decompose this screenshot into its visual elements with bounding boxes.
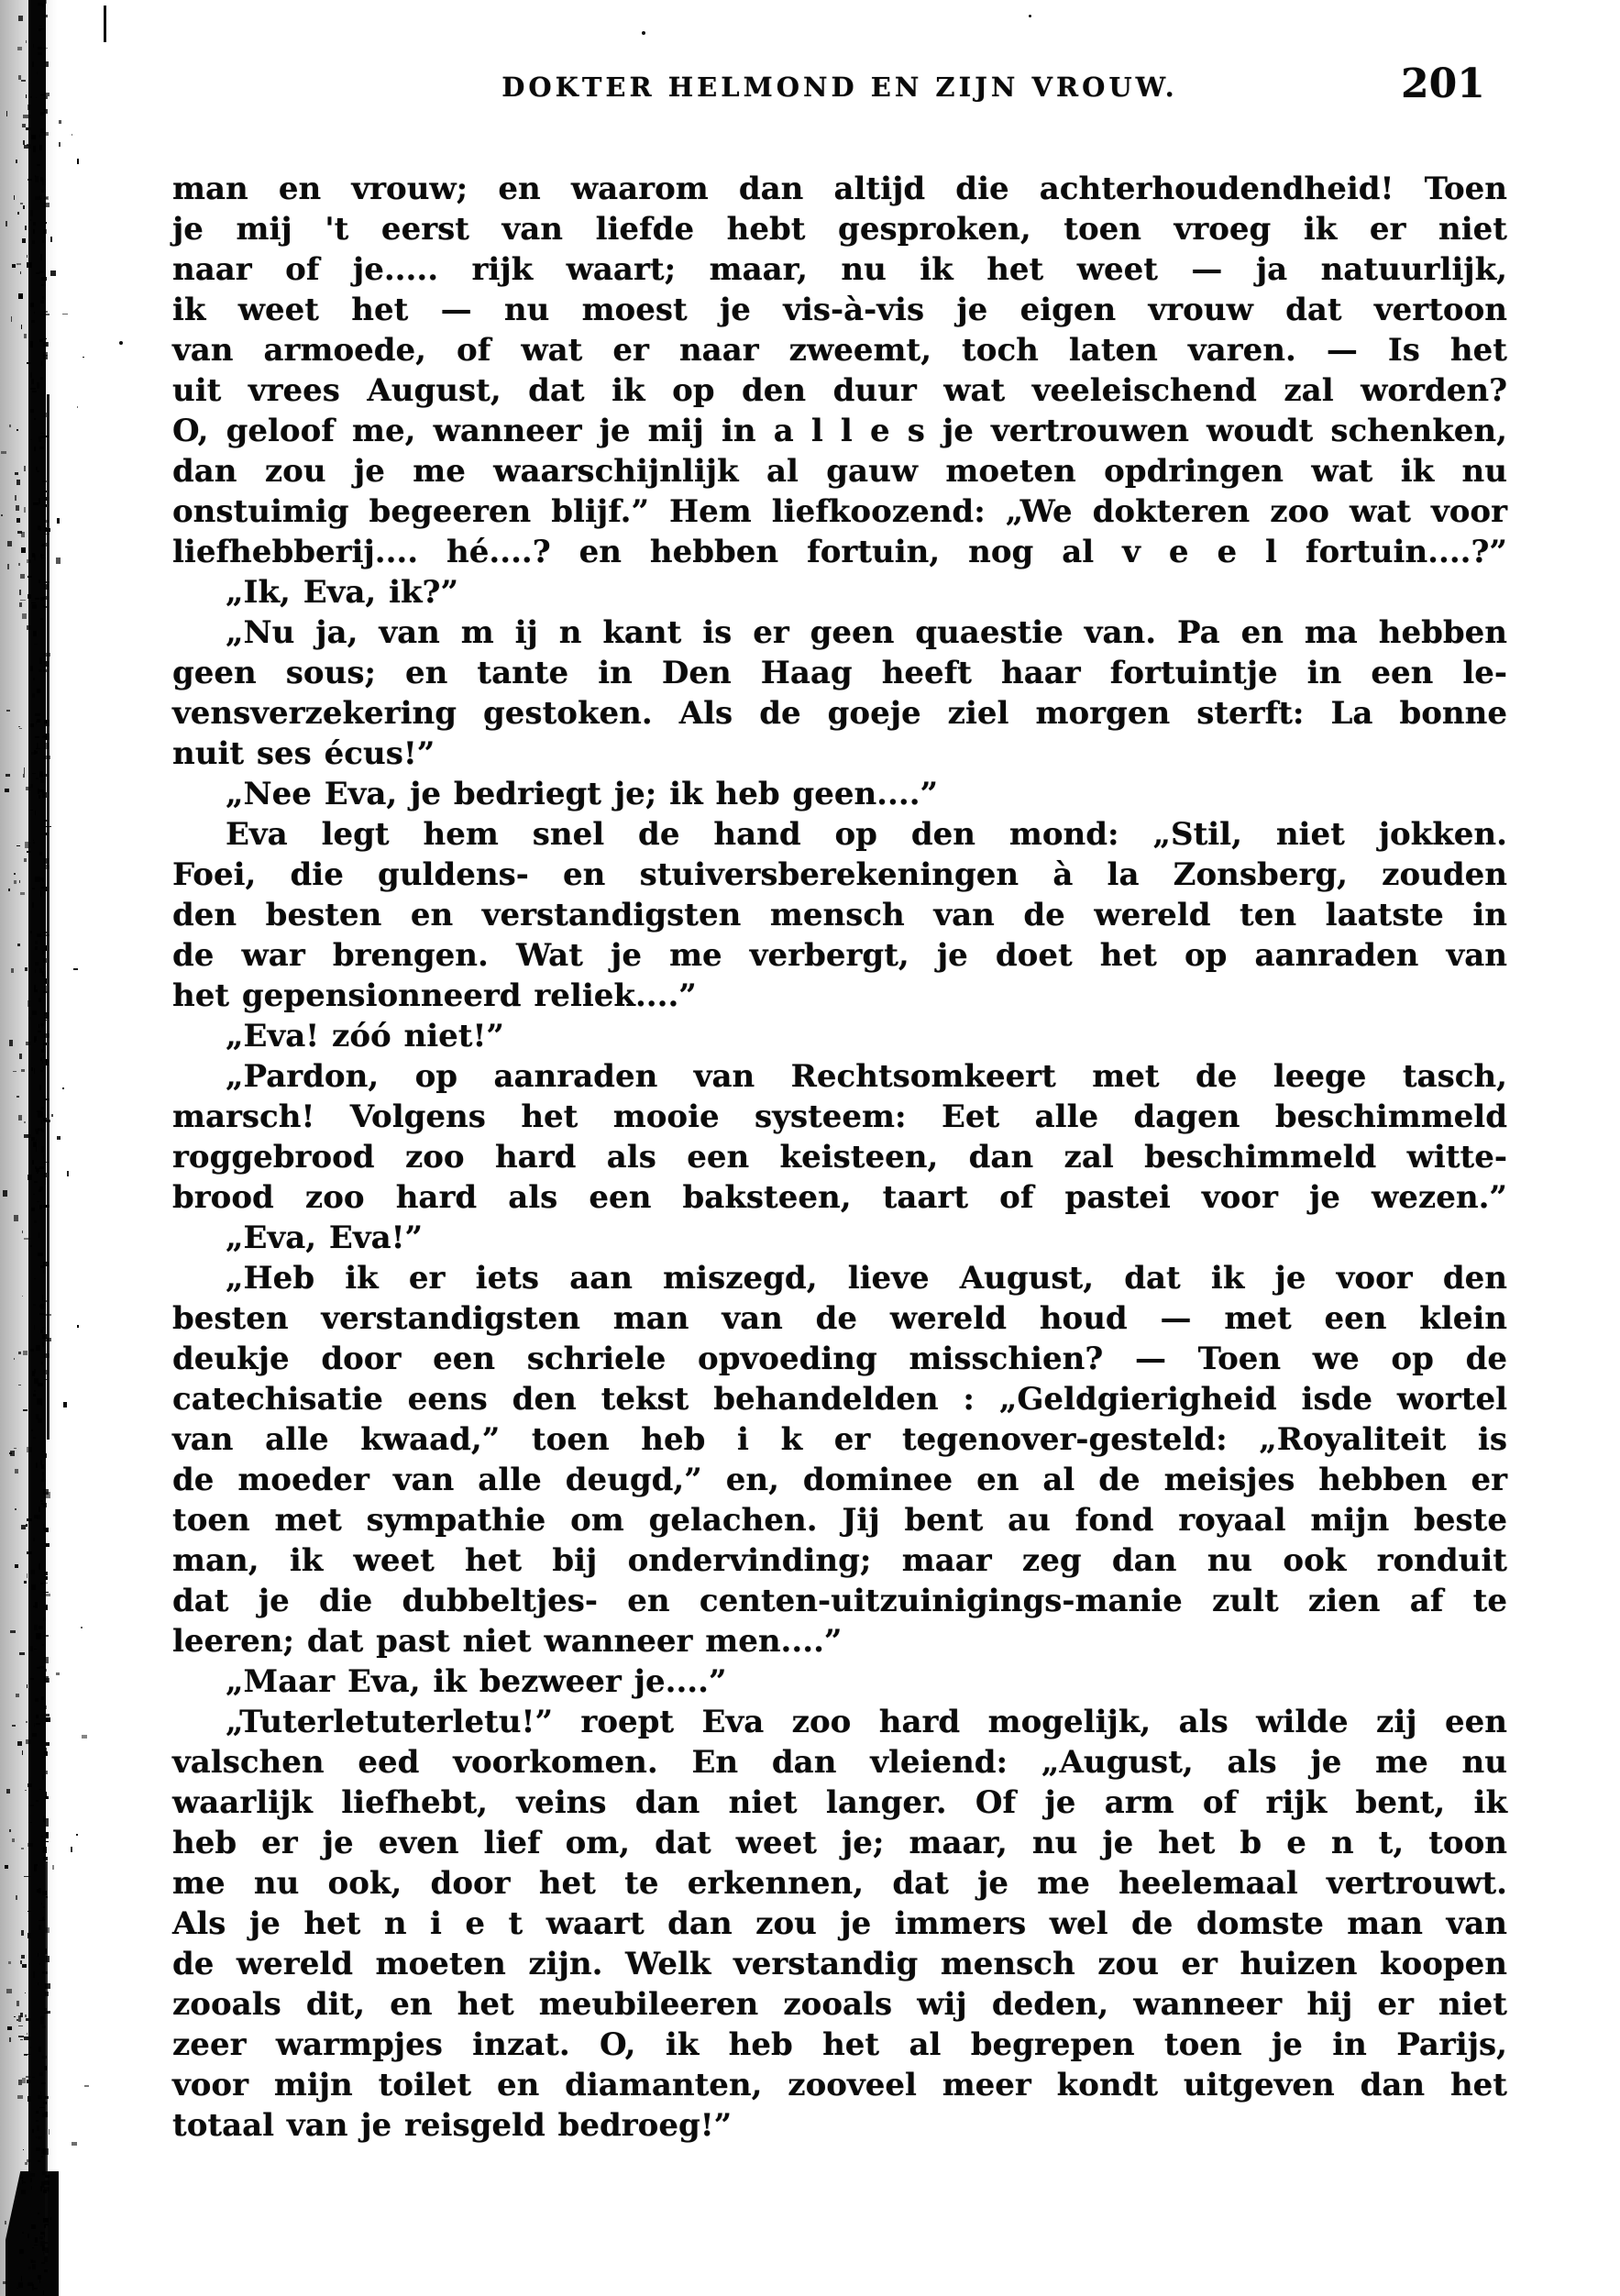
binding-band-bottom bbox=[6, 2171, 59, 2296]
text-line: „Nu ja, van m ij n kant is er geen quaestie van. Pa en ma hebben bbox=[226, 614, 1507, 651]
text-line: de wereld moeten zijn. Welk verstandig mensch zou er huizen koopen bbox=[172, 1946, 1507, 1982]
text-line: brood zoo hard als een baksteen, taart of pastei voor je wezen.” bbox=[172, 1179, 1507, 1216]
text-line: besten verstandigsten man van de wereld houd — met een klein bbox=[172, 1300, 1507, 1337]
page-number: 201 bbox=[1401, 61, 1485, 107]
text-line: Als je het n i e t waart dan zou je immers wel de domste man van bbox=[172, 1905, 1507, 1942]
text-line: O, geloof me, wanneer je mij in a l l e s je vertrouwen woudt schenken, bbox=[172, 413, 1507, 449]
text-line: deukje door een schriele opvoeding misschien? — Toen we op de bbox=[172, 1341, 1507, 1377]
text-line: zooals dit, en het meubileeren zooals wij deden, wanneer hij er niet bbox=[172, 1986, 1507, 2023]
text-line: „Maar Eva, ik bezweer je....” bbox=[226, 1663, 727, 1700]
text-line: liefhebberij.... hé....? en hebben fortuin, nog al v e e l fortuin....?” bbox=[172, 534, 1507, 570]
text-line: voor mijn toilet en diamanten, zooveel meer kondt uitgeven dan het bbox=[172, 2067, 1507, 2103]
text-line: het gepensionneerd reliek....” bbox=[172, 977, 697, 1014]
text-line: „Nee Eva, je bedriegt je; ik heb geen....” bbox=[226, 776, 939, 812]
binding-haze bbox=[0, 0, 72, 2296]
scan-artifact bbox=[1029, 15, 1031, 17]
text-line: van alle kwaad,” toen heb i k er tegenover-gesteld: „Royaliteit is bbox=[172, 1421, 1507, 1458]
text-line: man, ik weet het bij ondervinding; maar zeg dan nu ook ronduit bbox=[172, 1542, 1507, 1579]
text-line: zeer warmpjes inzat. O, ik heb het al begrepen toen je in Parijs, bbox=[172, 2026, 1507, 2063]
binding-crease-line bbox=[45, 1861, 48, 2256]
text-line: roggebrood zoo hard als een keisteen, dan zal beschimmeld witte- bbox=[172, 1139, 1507, 1176]
binding-band bbox=[28, 0, 46, 2296]
text-line: uit vrees August, dat ik op den duur wat veeleischend zal worden? bbox=[172, 372, 1507, 409]
text-line: dat je die dubbeltjes- en centen-uitzuinigings-manie zult zien af te bbox=[172, 1583, 1507, 1619]
running-title: DOKTER HELMOND EN ZIJN VROUW. bbox=[501, 72, 1178, 103]
scan-artifact bbox=[119, 341, 123, 345]
text-line: me nu ook, door het te erkennen, dat je me heelemaal vertrouwt. bbox=[172, 1865, 1507, 1902]
text-line: geen sous; en tante in Den Haag heeft haar fortuintje in een le- bbox=[172, 655, 1507, 691]
text-line: ik weet het — nu moest je vis-à-vis je eigen vrouw dat vertoon bbox=[172, 292, 1507, 328]
text-line: marsch! Volgens het mooie systeem: Eet alle dagen beschimmeld bbox=[172, 1098, 1507, 1135]
text-line: heb er je even lief om, dat weet je; maar, nu je het b e n t, toon bbox=[172, 1825, 1507, 1861]
text-line: catechisatie eens den tekst behandelden : „Geldgierigheid isde wortel bbox=[172, 1381, 1507, 1418]
text-line: waarlijk liefhebt, veins dan niet langer. Of je arm of rijk bent, ik bbox=[172, 1784, 1507, 1821]
text-line: leeren; dat past niet wanneer men....” bbox=[172, 1623, 843, 1660]
text-line: valschen eed voorkomen. En dan vleiend: „August, als je me nu bbox=[172, 1744, 1507, 1781]
text-line: Eva legt hem snel de hand op den mond: „Stil, niet jokken. bbox=[226, 816, 1507, 853]
text-line: „Eva! zóó niet!” bbox=[226, 1018, 504, 1054]
text-line: onstuimig begeeren blijf.” Hem liefkoozend: „We dokteren zoo wat voor bbox=[172, 493, 1507, 530]
book-binding-edge bbox=[0, 0, 156, 2296]
text-line: de war brengen. Wat je me verbergt, je doet het op aanraden van bbox=[172, 937, 1507, 974]
text-line: „Eva, Eva!” bbox=[226, 1220, 424, 1256]
text-line: vensverzekering gestoken. Als de goeje ziel morgen sterft: La bonne bbox=[172, 695, 1507, 732]
text-line: nuit ses écus!” bbox=[172, 735, 435, 772]
text-line: man en vrouw; en waarom dan altijd die achterhoudendheid! Toen bbox=[172, 171, 1507, 207]
text-line: de moeder van alle deugd,” en, dominee en al de meisjes hebben er bbox=[172, 1462, 1507, 1498]
text-line: Foei, die guldens- en stuiversberekeningen à la Zonsberg, zouden bbox=[172, 856, 1507, 893]
scan-artifact bbox=[642, 31, 645, 35]
text-line: toen met sympathie om gelachen. Jij bent au fond royaal mijn beste bbox=[172, 1502, 1507, 1539]
text-line: je mij 't eerst van liefde hebt gesproken, toen vroeg ik er niet bbox=[172, 211, 1507, 248]
text-line: „Ik, Eva, ik?” bbox=[226, 574, 459, 611]
text-line: totaal van je reisgeld bedroeg!” bbox=[172, 2107, 733, 2144]
text-line: „Tuterletuterletu!” roept Eva zoo hard mogelijk, als wilde zij een bbox=[226, 1704, 1507, 1740]
text-line: „Pardon, op aanraden van Rechtsomkeert met de leege tasch, bbox=[226, 1058, 1507, 1095]
text-line: naar of je..... rijk waart; maar, nu ik het weet — ja natuurlijk, bbox=[172, 251, 1507, 288]
text-line: „Heb ik er iets aan miszegd, lieve August, dat ik je voor den bbox=[226, 1260, 1507, 1297]
scan-artifact bbox=[104, 6, 106, 42]
text-line: dan zou je me waarschijnlijk al gauw moeten opdringen wat ik nu bbox=[172, 453, 1507, 490]
text-line: van armoede, of wat er naar zweemt, toch laten varen. — Is het bbox=[172, 332, 1507, 369]
text-line: den besten en verstandigsten mensch van de wereld ten laatste in bbox=[172, 897, 1507, 933]
binding-crease-line bbox=[47, 394, 50, 1440]
text-block bbox=[172, 169, 1507, 2146]
